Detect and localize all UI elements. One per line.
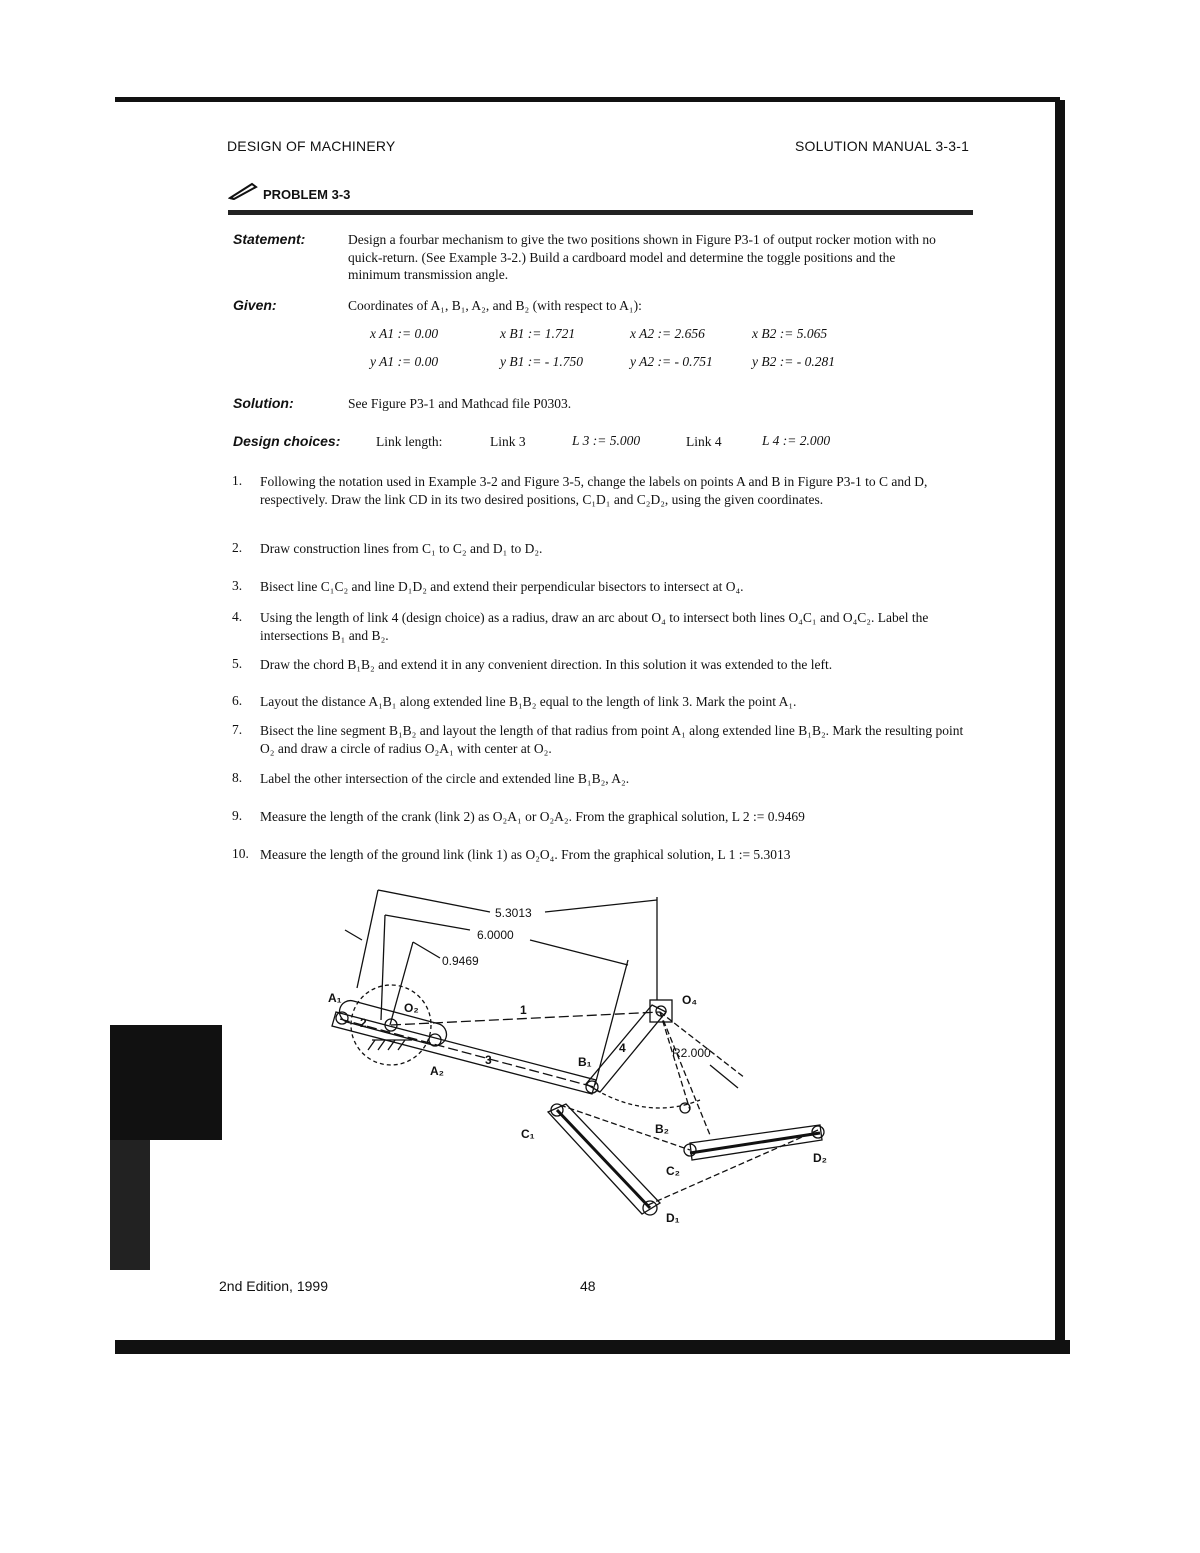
step-2-num: 2. xyxy=(232,540,243,555)
footer-edition: 2nd Edition, 1999 xyxy=(219,1278,328,1294)
dim-6-0000-line xyxy=(385,915,470,930)
label-o4: O₄ xyxy=(682,993,698,1007)
design-choice-l4: L 4 := 2.000 xyxy=(762,433,831,448)
label-b1: B₁ xyxy=(578,1055,592,1069)
step-8-text: Label the other intersection of the circle and extended line B₁B₂, A₂. xyxy=(260,771,630,786)
dim-6-0000-line-right xyxy=(530,940,628,965)
label-d1: D₁ xyxy=(666,1211,680,1225)
step-10-text: Measure the length of the ground link (link 1) as O₂O₄. From the graphical solution, L 1 := 5.3013 xyxy=(260,847,791,862)
link-3-centerline xyxy=(340,1019,594,1087)
statement-text: Design a fourbar mechanism to give the two positions shown in Figure P3-1 of output rocker motion with no quick-return. (See Example 3-2.) Build a cardboard model and determine the toggle positions and the minimum transmission angle. xyxy=(348,232,936,282)
step-3-text: Bisect line C₁C₂ and line D₁D₂ and extend their perpendicular bisectors to intersect at O₄. xyxy=(260,579,744,594)
given-ya1: y A1 := 0.00 xyxy=(370,354,439,369)
step-1-num: 1. xyxy=(232,473,243,488)
label-o2: O₂ xyxy=(404,1001,419,1015)
step-6-num: 6. xyxy=(232,693,243,708)
problem-title: PROBLEM 3-3 xyxy=(263,187,351,202)
label-c2: C₂ xyxy=(666,1164,680,1178)
dim-5-3013-line xyxy=(378,890,490,912)
header-right: SOLUTION MANUAL 3-3-1 xyxy=(795,138,970,154)
given-text: Coordinates of A₁, B₁, A₂, and B₂ (with respect to A₁): xyxy=(348,298,642,313)
label-link-4: 4 xyxy=(619,1041,626,1055)
label-d2: D₂ xyxy=(813,1151,827,1165)
design-choice-link4: Link 4 xyxy=(686,434,722,449)
given-yb1: y B1 := - 1.750 xyxy=(500,354,583,369)
step-10-num: 10. xyxy=(232,846,249,861)
dim-6-0000-ext xyxy=(381,915,385,1020)
step-6-text: Layout the distance A₁B₁ along extended line B₁B₂ equal to the length of link 3. Mark the point A₁. xyxy=(260,694,797,709)
dim-6-0000-ext-right xyxy=(595,960,628,1085)
label-a1: A₁ xyxy=(328,991,342,1005)
link-3-coupler xyxy=(332,1012,596,1094)
label-b2: B₂ xyxy=(655,1122,669,1136)
link-4-rocker xyxy=(586,1005,666,1092)
design-choice-link-length: Link length: xyxy=(376,434,443,449)
header-left: DESIGN OF MACHINERY xyxy=(227,138,396,154)
given-yb2: y B2 := - 0.281 xyxy=(752,354,835,369)
given-xa1: x A1 := 0.00 xyxy=(370,326,439,341)
dim-5-3013-line-right xyxy=(545,900,657,912)
statement-label: Statement: xyxy=(233,231,306,247)
given-xb2: x B2 := 5.065 xyxy=(752,326,828,341)
step-3-num: 3. xyxy=(232,578,243,593)
step-8-num: 8. xyxy=(232,770,243,785)
given-xa2: x A2 := 2.656 xyxy=(630,326,705,341)
step-7-text: Bisect the line segment B₁B₂ and layout the length of that radius from point A₁ along extended line B₁B₂. Mark the resulting point O₂ and draw a circle of radius O₂A₁ with center at O₂. xyxy=(260,723,964,756)
given-ya2: y A2 := - 0.751 xyxy=(630,354,713,369)
label-link-1: 1 xyxy=(520,1003,527,1017)
given-label: Given: xyxy=(233,297,277,313)
step-9-num: 9. xyxy=(232,808,243,823)
step-5-text: Draw the chord B₁B₂ and extend it in any convenient direction. In this solution it was extended to the left. xyxy=(260,657,833,672)
solution-label: Solution: xyxy=(233,395,294,411)
dim-label-6-0000: 6.0000 xyxy=(477,928,514,942)
step-7-num: 7. xyxy=(232,722,243,737)
dim-arrow-left xyxy=(345,930,362,940)
footer-page-number: 48 xyxy=(580,1278,596,1294)
step-4-num: 4. xyxy=(232,609,243,624)
given-xb1: x B1 := 1.721 xyxy=(500,326,576,341)
dim-label-r2-000: R2.000 xyxy=(672,1046,711,1060)
step-1-text: Following the notation used in Example 3-2 and Figure 3-5, change the labels on points A and B in Figure P3-1 to C and D, respectively. Draw the link CD in its two desired positions, C₁D₁ and C₂D₂, using the given coordinates. xyxy=(260,474,928,507)
label-a2: A₂ xyxy=(430,1064,444,1078)
solution-text: See Figure P3-1 and Mathcad file P0303. xyxy=(348,396,572,411)
step-4-text: Using the length of link 4 (design choice) as a radius, draw an arc about O₄ to intersect both lines O₄C₁ and O₄C₂. Label the intersections B₁ and B₂. xyxy=(260,610,929,643)
label-c1: C₁ xyxy=(521,1127,535,1141)
dim-0-9469-leader xyxy=(413,942,440,958)
label-link-2: 2 xyxy=(360,1016,367,1030)
dim-label-0-9469: 0.9469 xyxy=(442,954,479,968)
step-9-text: Measure the length of the crank (link 2) as O₂A₁ or O₂A₂. From the graphical solution, L 2 := 0.9469 xyxy=(260,809,805,824)
label-link-3: 3 xyxy=(485,1053,492,1067)
step-2-text: Draw construction lines from C₁ to C₂ and D₁ to D₂. xyxy=(260,541,543,556)
step-5-num: 5. xyxy=(232,656,243,671)
design-choices-label: Design choices: xyxy=(233,433,341,449)
design-choice-link3: Link 3 xyxy=(490,434,526,449)
dim-label-5-3013: 5.3013 xyxy=(495,906,532,920)
design-choice-l3: L 3 := 5.000 xyxy=(572,433,641,448)
